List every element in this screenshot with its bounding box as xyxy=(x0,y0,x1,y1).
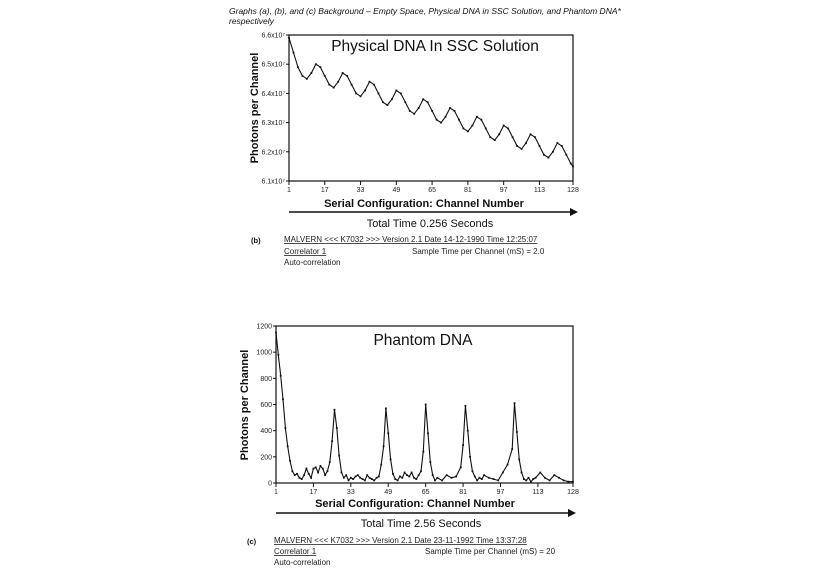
c-x-tick-label: 17 xyxy=(309,489,318,496)
c-data-point xyxy=(462,444,464,446)
c-data-point xyxy=(291,470,293,472)
b-x-tick-label: 65 xyxy=(428,187,437,194)
c-data-point xyxy=(383,445,385,447)
c-data-point xyxy=(322,468,324,470)
c-data-point xyxy=(429,461,431,463)
chart-c-plot-frame xyxy=(276,326,573,483)
c-data-point xyxy=(401,477,403,479)
c-data-point xyxy=(525,479,527,481)
c-data-point xyxy=(532,478,534,480)
c-data-point xyxy=(357,474,359,476)
b-x-tick-label: 1 xyxy=(287,187,291,194)
c-data-point xyxy=(380,464,382,466)
c-x-tick-label: 128 xyxy=(567,489,579,496)
chart-b-footer-line: MALVERN <<< K7032 >>> Version 2.1 Date 14-12-1990 Time 12:25:07 xyxy=(284,235,538,244)
chart-b-title: Physical DNA In SSC Solution xyxy=(331,38,539,55)
c-y-tick-label: 200 xyxy=(260,454,272,462)
c-data-point xyxy=(275,332,277,334)
c-data-point xyxy=(355,476,357,478)
c-data-point xyxy=(313,468,315,470)
chart-c-footer-line: MALVERN <<< K7032 >>> Version 2.1 Date 23-11-1992 Time 13:37:28 xyxy=(274,536,527,545)
c-data-point xyxy=(277,354,279,356)
c-data-point xyxy=(296,473,298,475)
c-data-point xyxy=(282,398,284,400)
b-x-tick-label: 17 xyxy=(320,187,329,194)
chart-b-y-axis-label: Photons per Channel xyxy=(249,52,261,164)
c-y-tick-label: 800 xyxy=(260,375,272,383)
c-x-tick-label: 33 xyxy=(346,489,355,496)
chart-c-x-ticks xyxy=(274,483,579,496)
c-y-tick-label: 1000 xyxy=(256,349,272,357)
c-data-point xyxy=(331,440,333,442)
c-y-tick-label: 0 xyxy=(268,480,272,488)
c-data-point xyxy=(432,474,434,476)
c-data-point xyxy=(406,474,408,476)
c-data-point xyxy=(572,481,574,483)
c-data-point xyxy=(345,474,347,476)
c-x-tick-label: 97 xyxy=(496,489,505,496)
c-x-tick-label: 65 xyxy=(421,489,430,496)
chart-b-total-time: Total Time 0.256 Seconds xyxy=(366,218,494,230)
c-data-point xyxy=(436,477,438,479)
c-data-point xyxy=(544,477,546,479)
c-data-point xyxy=(373,479,375,481)
c-data-point xyxy=(404,472,406,474)
c-data-point xyxy=(280,375,282,377)
chart-b-footer-sample-time: Sample Time per Channel (mS) = 2.0 xyxy=(412,247,545,256)
c-data-point xyxy=(425,404,427,406)
c-data-point xyxy=(334,409,336,411)
c-data-point xyxy=(320,465,322,467)
c-data-point xyxy=(474,476,476,478)
c-data-point xyxy=(434,479,436,481)
chart-c-footer-sample-time: Sample Time per Channel (mS) = 20 xyxy=(425,547,556,556)
c-data-point xyxy=(327,470,329,472)
c-data-point xyxy=(450,477,452,479)
c-data-point xyxy=(539,472,541,474)
chart-c-x-axis-label: Serial Configuration: Channel Number xyxy=(315,498,515,510)
c-data-point xyxy=(483,474,485,476)
b-x-tick-label: 33 xyxy=(356,187,365,194)
c-data-point xyxy=(476,479,478,481)
c-data-point xyxy=(530,481,532,483)
c-x-tick-label: 49 xyxy=(384,489,393,496)
c-data-point xyxy=(338,455,340,457)
c-data-point xyxy=(507,464,509,466)
c-data-point xyxy=(514,402,516,404)
c-data-point xyxy=(422,451,424,453)
c-data-point xyxy=(455,476,457,478)
c-data-point xyxy=(352,478,354,480)
figure-caption: Graphs (a), (b), and (c) Background – Empty Space, Physical DNA in SSC Solution, and Phantom DNA* respectively xyxy=(229,6,621,26)
c-data-point xyxy=(408,476,410,478)
c-data-point xyxy=(366,474,368,476)
c-data-point xyxy=(308,473,310,475)
b-y-tick-label: 6.2x10⁷ xyxy=(261,149,285,157)
c-data-point xyxy=(329,461,331,463)
c-data-point xyxy=(567,481,569,483)
c-data-point xyxy=(418,474,420,476)
c-data-point xyxy=(310,477,312,479)
c-data-point xyxy=(479,477,481,479)
c-data-point xyxy=(521,472,523,474)
c-data-point xyxy=(287,445,289,447)
c-data-point xyxy=(317,472,319,474)
c-data-point xyxy=(341,472,343,474)
c-data-point xyxy=(518,459,520,461)
b-y-tick-label: 6.4x10⁷ xyxy=(261,90,285,98)
c-data-point xyxy=(516,431,518,433)
b-y-tick-label: 6.6x10⁷ xyxy=(261,32,285,40)
c-data-point xyxy=(502,472,504,474)
c-data-point xyxy=(385,408,387,410)
c-x-tick-label: 81 xyxy=(459,489,467,496)
c-y-tick-label: 400 xyxy=(260,428,272,436)
chart-c-y-axis-label: Photons per Channel xyxy=(239,349,251,461)
c-data-point xyxy=(394,478,396,480)
c-data-point xyxy=(359,477,361,479)
chart-c-series-line xyxy=(276,333,573,482)
c-data-point xyxy=(324,474,326,476)
c-data-point xyxy=(348,479,350,481)
c-data-point xyxy=(427,432,429,434)
b-x-tick-label: 49 xyxy=(392,187,401,194)
c-x-tick-label: 113 xyxy=(532,489,544,496)
c-data-point xyxy=(511,448,513,450)
c-data-point xyxy=(469,456,471,458)
c-data-point xyxy=(362,478,364,480)
c-data-point xyxy=(397,479,399,481)
c-data-point xyxy=(399,476,401,478)
c-data-point xyxy=(488,477,490,479)
c-data-point xyxy=(387,432,389,434)
c-data-point xyxy=(390,459,392,461)
c-data-point xyxy=(378,476,380,478)
c-data-point xyxy=(413,477,415,479)
c-data-point xyxy=(467,430,469,432)
chart-c-total-time: Total Time 2.56 Seconds xyxy=(360,518,482,530)
chart-c-footer-mode: Auto-correlation xyxy=(274,558,331,567)
b-x-tick-label: 128 xyxy=(567,187,579,194)
b-x-tick-label: 81 xyxy=(463,187,472,194)
chart-c-y-ticks xyxy=(256,324,276,488)
c-data-point xyxy=(315,466,317,468)
c-data-point xyxy=(289,460,291,462)
b-y-tick-label: 6.1x10⁷ xyxy=(261,178,285,186)
c-data-point xyxy=(441,479,443,481)
c-data-point xyxy=(460,466,462,468)
c-data-point xyxy=(294,474,296,476)
c-data-point xyxy=(369,477,371,479)
c-data-point xyxy=(497,479,499,481)
c-data-point xyxy=(415,478,417,480)
chart-c-time-arrowhead xyxy=(568,509,576,517)
chart-b-footer-mode: Auto-correlation xyxy=(284,258,341,267)
chart-c-footer-correlator: Correlator 1 xyxy=(274,547,317,556)
c-data-point xyxy=(563,479,565,481)
chart-c-series-points xyxy=(275,332,574,483)
chart-c-panel-tag: (c) xyxy=(247,537,257,546)
c-data-point xyxy=(392,473,394,475)
b-x-tick-label: 113 xyxy=(533,187,546,194)
c-data-point xyxy=(523,478,525,480)
c-data-point xyxy=(298,477,300,479)
chart-c-title: Phantom DNA xyxy=(373,332,473,349)
c-data-point xyxy=(549,479,551,481)
c-data-point xyxy=(411,472,413,474)
c-x-tick-label: 1 xyxy=(274,489,278,496)
c-data-point xyxy=(364,479,366,481)
c-y-tick-label: 1200 xyxy=(256,323,272,331)
c-data-point xyxy=(472,470,474,472)
c-data-point xyxy=(481,478,483,480)
c-data-point xyxy=(553,474,555,476)
c-data-point xyxy=(336,427,338,429)
b-x-tick-label: 97 xyxy=(499,187,508,194)
c-data-point xyxy=(350,477,352,479)
c-data-point xyxy=(303,474,305,476)
chart-b-x-axis-label: Serial Configuration: Channel Number xyxy=(324,198,524,210)
c-data-point xyxy=(493,478,495,480)
c-data-point xyxy=(376,477,378,479)
c-data-point xyxy=(301,478,303,480)
c-data-point xyxy=(465,405,467,407)
c-data-point xyxy=(284,427,286,429)
b-y-tick-label: 6.5x10⁷ xyxy=(261,61,285,69)
chart-b-panel-tag: (b) xyxy=(251,236,261,245)
c-data-point xyxy=(558,477,560,479)
c-data-point xyxy=(420,470,422,472)
chart-b-footer-correlator: Correlator 1 xyxy=(284,247,327,256)
c-y-tick-label: 600 xyxy=(260,402,272,409)
c-data-point xyxy=(535,477,537,479)
c-data-point xyxy=(528,477,530,479)
c-data-point xyxy=(343,477,345,479)
c-data-point xyxy=(446,474,448,476)
c-data-point xyxy=(306,468,308,470)
b-y-tick-label: 6.3x10⁷ xyxy=(261,120,285,128)
c-data-point xyxy=(371,478,373,480)
